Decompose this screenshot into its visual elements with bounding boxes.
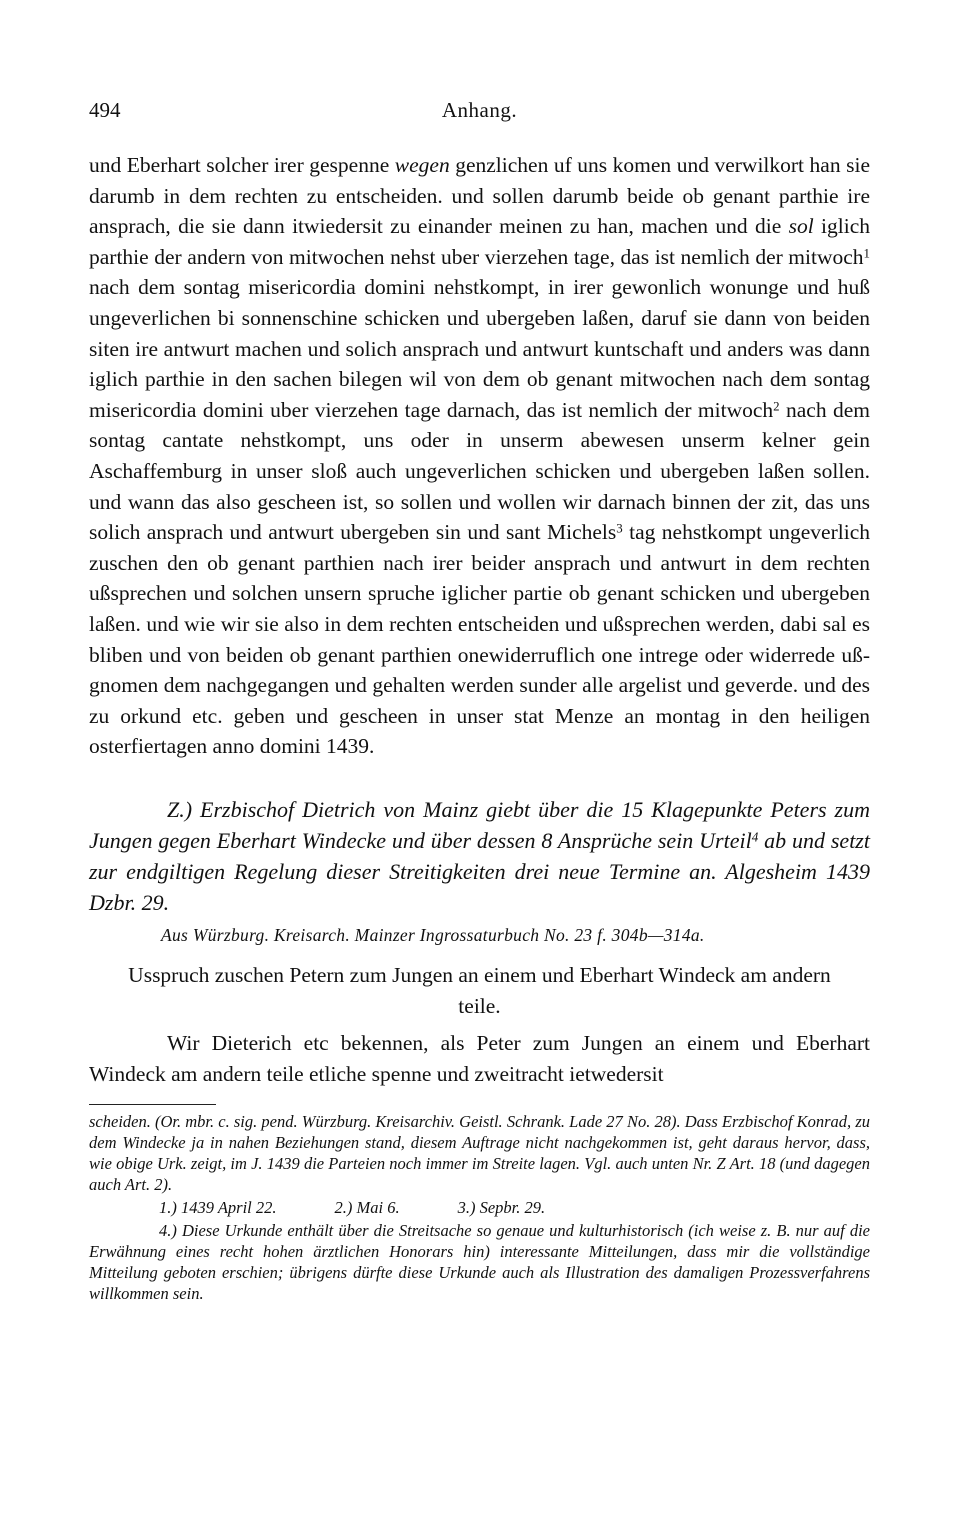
footnotes	[89, 1111, 870, 1304]
footnote-4: 4.) Diese Urkunde enthält über die Streitsache so genaue und kulturhistorisch (ich weise z. B. nur auf die Erwähnung eines recht hohen ärztlichen Honorars hin) interessante Mitteilungen, dass mir die vollständige Mitteilung geboten erschien; übrigens dürfte diese Urkunde auch als Illustration des damaligen Prozessverfahrens willkommen sein.	[89, 1220, 870, 1303]
main-text	[89, 150, 870, 762]
footnote-divider	[89, 1104, 216, 1105]
running-title: Anhang.	[441, 98, 518, 122]
paragraph-continuation: und Eberhart solcher irer gespenne wegen genzlichen uf uns komen und verwilkort han sie darumb in dem rechten zu entscheiden. und sollen darumb beide ob genant parthie ire ansprach, die sie dann itwiedersit zu einander meinen zu han, machen und die sol iglich parthie der andern von mitwochen nehst uber vierzehen tage, das ist nemlich der mitwoch$^1$ nach dem sontag misericordia domini nehstkompt, in irer gewonlich wonunge und huß ungeverlichen bi sonnenschine schicken und ubergeben laßen, daruf sie dann von beiden siten ire antwurt machen und solich ansprach und antwurt kuntschaft und anders was dann iglich parthie in den sachen bilegen wil von dem ob genant mitwochen nach dem sontag misericordia domini uber vierzehen tage darnach, das ist nemlich der mitwoch$^2$ nach dem sontag cantate nehstkompt, uns oder in unserm abewesen unserm kelner gein Aschaffemburg in unser sloß auch ungeverlichen schicken und ubergeben laßen sollen. und wann das also gescheen ist, so sollen und wollen wir darnach binnen der zit, das uns solich ansprach und antwurt ubergeben sin und sant Michels$^3$ tag nehstkompt ungeverlich zuschen den ob genant parthien nach irer beider ansprach und antwurt in dem rechten ußsprechen und solchen unsern spruche iglicher partie ob genant schicken und ubergeben laßen. und wie wir sie also in dem rechten entscheiden und ußsprechen werden, dabi sal es bliben und von beiden ob genant parthien onewiderruflich one intrege oder widerrede ußgnomen dem nachgegangen und gehalten werden sunder alle argelist und geverde. und des zu orkund etc. geben und gescheen in unser stat Menze an montag in den heiligen osterfiertagen anno domini 1439.	[89, 153, 871, 759]
page-number: 494	[89, 98, 121, 122]
footnote-ref-4[interactable]: 4	[751, 829, 759, 845]
footnote-3: 3.) Sepbr. 29.	[457, 1197, 546, 1217]
emphasis-wegen: wegen	[394, 153, 450, 177]
footnote-2: 2.) Mai 6.	[334, 1197, 400, 1217]
footnote-dates	[89, 1197, 870, 1218]
footnote-ref-3[interactable]: 3	[616, 521, 623, 536]
footnote-continuation: scheiden. (Or. mbr. c. sig. pend. Würzburg. Kreisarchiv. Geistl. Schrank. Lade 27 No. 28). Dass Erzbischof Konrad, zu dem Windecke ja in nahen Beziehungen stand, diesem Auftrage nicht nachgekommen ist, geht daraus hervor, dass, wie obige Urk. zeigt, im J. 1439 die Parteien noch immer im Streite lagen. Vgl. auch unten Nr. Z Art. 18 (und dagegen auch Art. 2).	[89, 1111, 870, 1194]
section-heading: Z.) Erzbischof Dietrich von Mainz giebt über die 15 Klagepunkte Peters zum Jungen gegen Eberhart Windecke und über dessen 8 Ansprüche sein Urteil$^4$ ab und setzt zur endgiltigen Regelung dieser Streitigkeiten drei neue Termine an. Algesheim 1439 Dzbr. 29.	[89, 796, 870, 915]
emphasis-sol: sol	[788, 214, 814, 239]
footnote-1: 1.) 1439 April 22.	[159, 1197, 277, 1217]
footnote-ref-2[interactable]: 2	[773, 399, 780, 414]
page-header	[89, 92, 870, 132]
footnote-ref-1[interactable]: 1	[863, 246, 870, 261]
document-opening: Wir Dieterich etc bekennen, als Peter zum Jungen an einem und Eberhart Windeck am andern teile etliche spenne und zweitracht ietwedersit	[89, 1030, 870, 1086]
book-page	[89, 92, 870, 1304]
source-citation: Aus Würzburg. Kreisarch. Mainzer Ingrossaturbuch No. 23 f. 304b—314a.	[161, 924, 705, 945]
document-title: Usspruch zuschen Petern zum Jungen an einem und Eberhart Windeck am andern teile.	[128, 962, 831, 1018]
document-section-z	[89, 794, 870, 1090]
